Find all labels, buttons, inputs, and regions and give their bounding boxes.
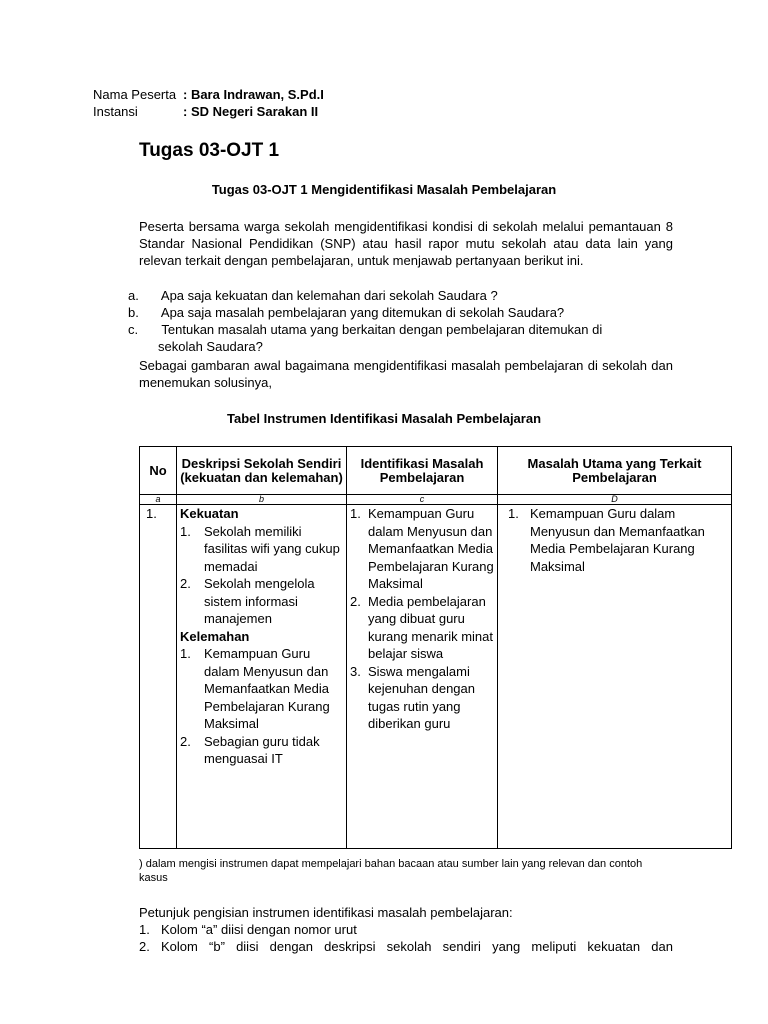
kekuatan-label: Kekuatan <box>180 506 239 521</box>
kelemahan-item: 1. Kemampuan Guru dalam Menyusun dan Memanfaatkan Media Pembelajaran Kurang Maksimal <box>180 646 330 731</box>
petunjuk-item: 1. Kolom “a” diisi dengan nomor urut <box>139 922 357 937</box>
header-masalah-utama: Masalah Utama yang Terkait Pembelajaran <box>498 447 732 495</box>
institution-value: : SD Negeri Sarakan II <box>183 104 319 119</box>
kelemahan-item: 2. Sebagian guru tidak menguasai IT <box>180 733 320 766</box>
letter-b: b <box>177 495 347 505</box>
question-a: a. Apa saja kekuatan dan kelemahan dari sekolah Saudara ? <box>128 288 498 303</box>
question-list <box>128 287 673 355</box>
intro-paragraph: Peserta bersama warga sekolah mengidentifikasi kondisi di sekolah melalui pemantauan 8 Standar Nasional Pendidikan (SNP) atau hasil rapor mutu sekolah atau data lain yang relevan terkait dengan pembelajaran, untuk menjawab pertanyaan berikut ini. <box>139 219 673 268</box>
header-identifikasi: Identifikasi Masalah Pembelajaran <box>347 447 498 495</box>
institution-line <box>93 104 318 119</box>
closing-paragraph: Sebagai gambaran awal bagaimana mengidentifikasi masalah pembelajaran di sekolah dan menemukan solusinya, <box>139 358 673 390</box>
utama-item: 1. Kemampuan Guru dalam Menyusun dan Memanfaatkan Media Pembelajaran Kurang Maksimal <box>508 506 705 574</box>
question-c: c. Tentukan masalah utama yang berkaitan dengan pembelajaran ditemukan di sekolah Saudara? <box>128 322 603 354</box>
footnote: ) dalam mengisi instrumen dapat mempelajari bahan bacaan atau sumber lain yang relevan dan contoh kasus <box>139 858 643 884</box>
page-title: Tugas 03-OJT 1 <box>139 140 280 161</box>
header-deskripsi: Deskripsi Sekolah Sendiri (kekuatan dan kelemahan) <box>177 447 347 495</box>
masalah-utama-cell <box>498 505 732 849</box>
masalah-item: 2. Media pembelajaran yang dibuat guru kurang menarik minat belajar siswa <box>350 593 493 661</box>
participant-name-line <box>93 87 324 102</box>
kelemahan-label: Kelemahan <box>180 628 250 644</box>
instrument-table <box>139 446 732 849</box>
name-label: Nama Peserta <box>93 87 177 102</box>
name-value: : Bara Indrawan, S.Pd.I <box>183 87 324 102</box>
masalah-item: 3. Siswa mengalami kejenuhan dengan tugas rutin yang diberikan guru <box>350 663 475 731</box>
letter-c: c <box>347 495 498 505</box>
petunjuk-title: Petunjuk pengisian instrumen identifikasi masalah pembelajaran: <box>139 905 513 920</box>
petunjuk-item: 2. Kolom “b” diisi dengan deskripsi sekolah sendiri yang meliputi kekuatan dan <box>139 939 673 954</box>
identifikasi-cell <box>347 505 498 849</box>
row-number: 1. <box>140 505 177 849</box>
masalah-item: 1. Kemampuan Guru dalam Menyusun dan Memanfaatkan Media Pembelajaran Kurang Maksimal <box>350 506 494 591</box>
question-b: b. Apa saja masalah pembelajaran yang ditemukan di sekolah Saudara? <box>128 305 565 320</box>
institution-label: Instansi <box>93 104 138 119</box>
table-row <box>140 505 732 849</box>
subtitle: Tugas 03-OJT 1 Mengidentifikasi Masalah Pembelajaran <box>211 182 557 197</box>
kekuatan-item: 1. Sekolah memiliki fasilitas wifi yang cukup memadai <box>180 523 340 574</box>
deskripsi-cell <box>177 505 347 849</box>
table-letter-row <box>140 495 732 505</box>
letter-d: D <box>498 495 732 505</box>
kekuatan-item: 2. Sekolah mengelola sistem informasi manajemen <box>180 576 315 626</box>
letter-a: a <box>140 495 177 505</box>
header-no: No <box>140 447 177 495</box>
petunjuk-section <box>139 904 673 955</box>
table-header-row <box>140 447 732 495</box>
table-title: Tabel Instrumen Identifikasi Masalah Pembelajaran <box>226 411 542 426</box>
